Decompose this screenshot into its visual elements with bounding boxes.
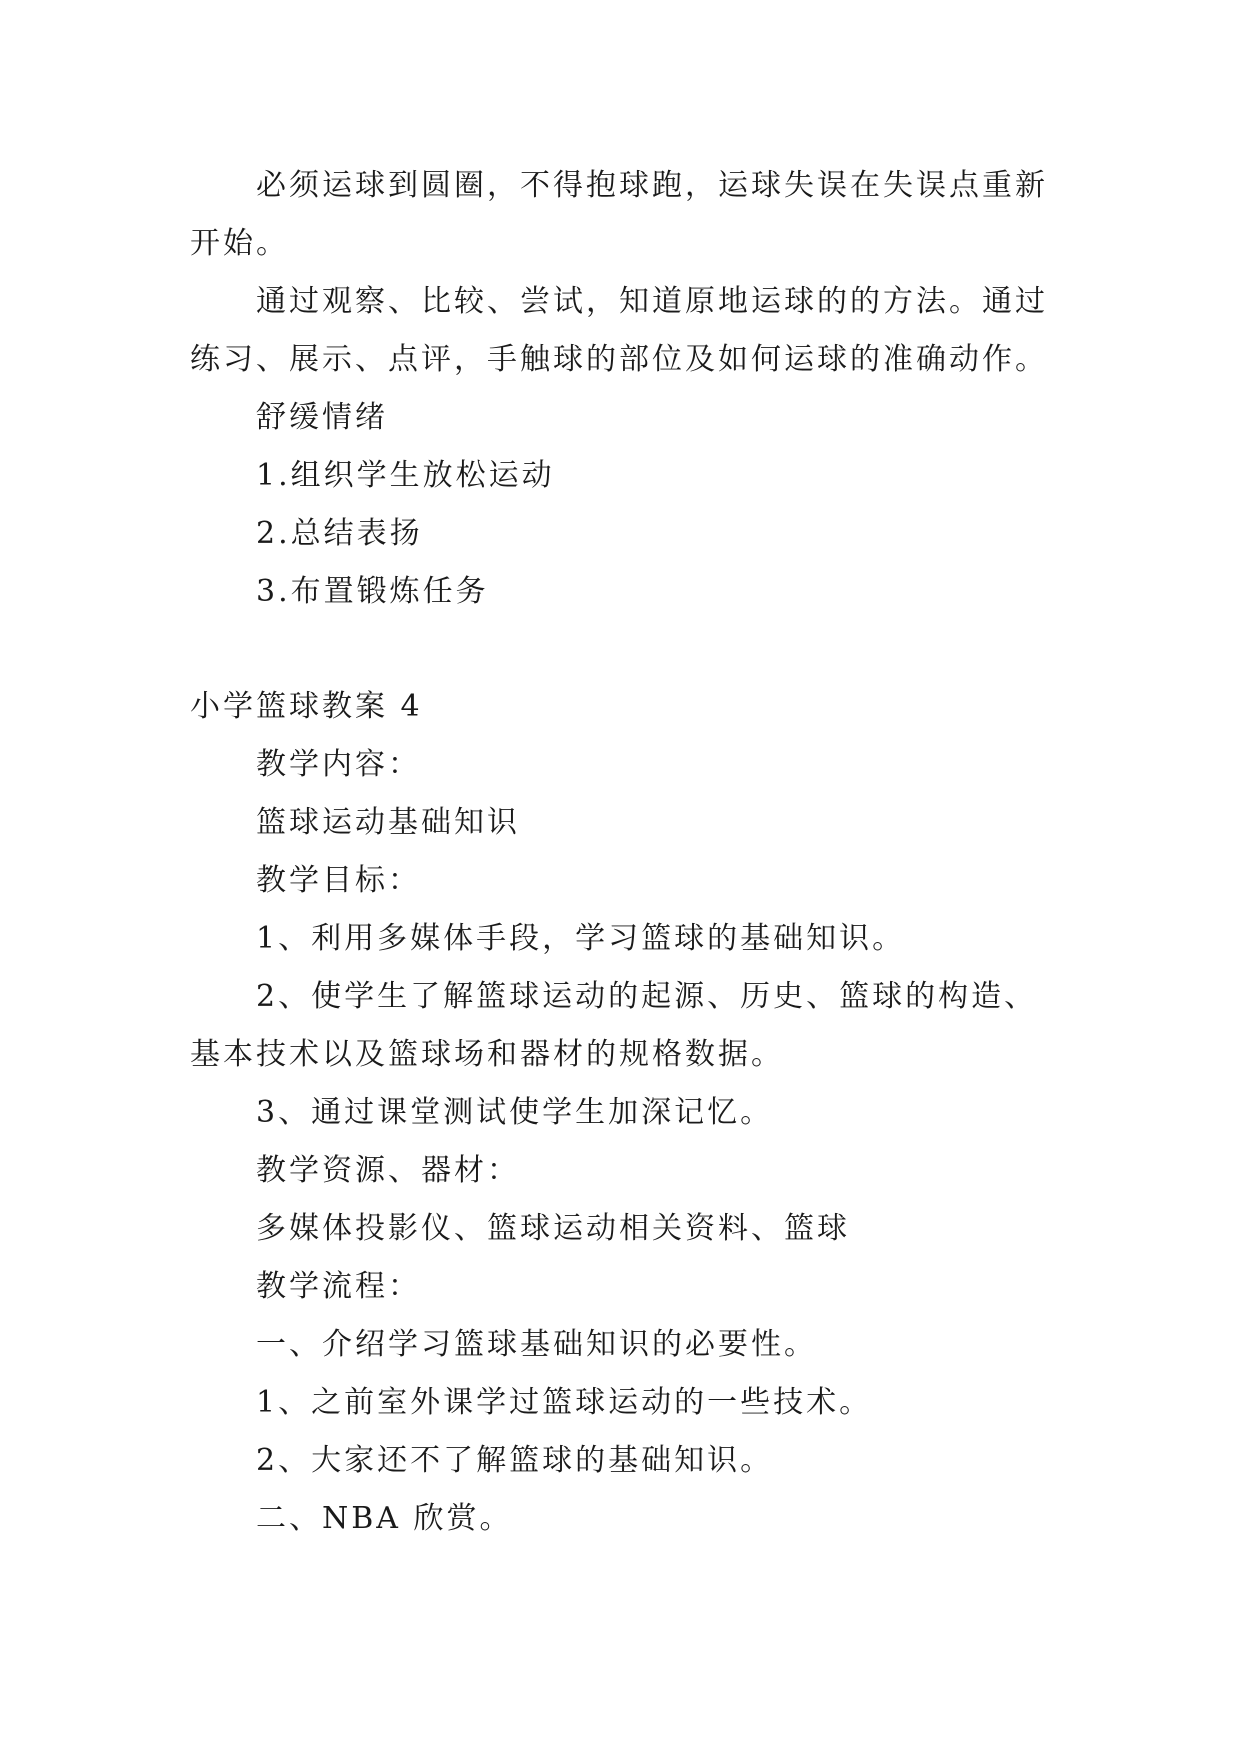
paragraph-line: 多媒体投影仪、篮球运动相关资料、篮球 [256, 1211, 850, 1246]
list-item: 二、NBA 欣赏。 [256, 1501, 513, 1536]
list-item: 3、通过课堂测试使学生加深记忆。 [256, 1095, 774, 1130]
list-item: 1.组织学生放松运动 [256, 458, 555, 493]
section-heading: 舒缓情绪 [256, 400, 388, 435]
paragraph-line: 开始。 [190, 226, 289, 261]
section-heading: 教学资源、器材： [256, 1153, 520, 1188]
paragraph-line: 练习、展示、点评，手触球的部位及如何运球的准确动作。 [190, 342, 1048, 377]
list-item: 1、利用多媒体手段，学习篮球的基础知识。 [256, 921, 906, 956]
list-item: 2、大家还不了解篮球的基础知识。 [256, 1443, 774, 1478]
section-heading: 教学流程： [256, 1269, 421, 1304]
section-heading: 教学内容： [256, 747, 421, 782]
paragraph-line: 必须运球到圆圈，不得抱球跑，运球失误在失误点重新 [256, 168, 1048, 203]
list-item: 1、之前室外课学过篮球运动的一些技术。 [256, 1385, 873, 1420]
list-item: 一、介绍学习篮球基础知识的必要性。 [256, 1327, 817, 1362]
section-heading: 教学目标： [256, 863, 421, 898]
paragraph-line: 篮球运动基础知识 [256, 805, 520, 840]
paragraph-line: 通过观察、比较、尝试，知道原地运球的的方法。通过 [256, 284, 1048, 319]
list-item: 2、使学生了解篮球运动的起源、历史、篮球的构造、 [256, 979, 1038, 1014]
lesson-title: 小学篮球教案 4 [190, 689, 423, 724]
list-item-continuation: 基本技术以及篮球场和器材的规格数据。 [190, 1037, 784, 1072]
list-item: 2.总结表扬 [256, 516, 423, 551]
list-item: 3.布置锻炼任务 [256, 574, 489, 609]
